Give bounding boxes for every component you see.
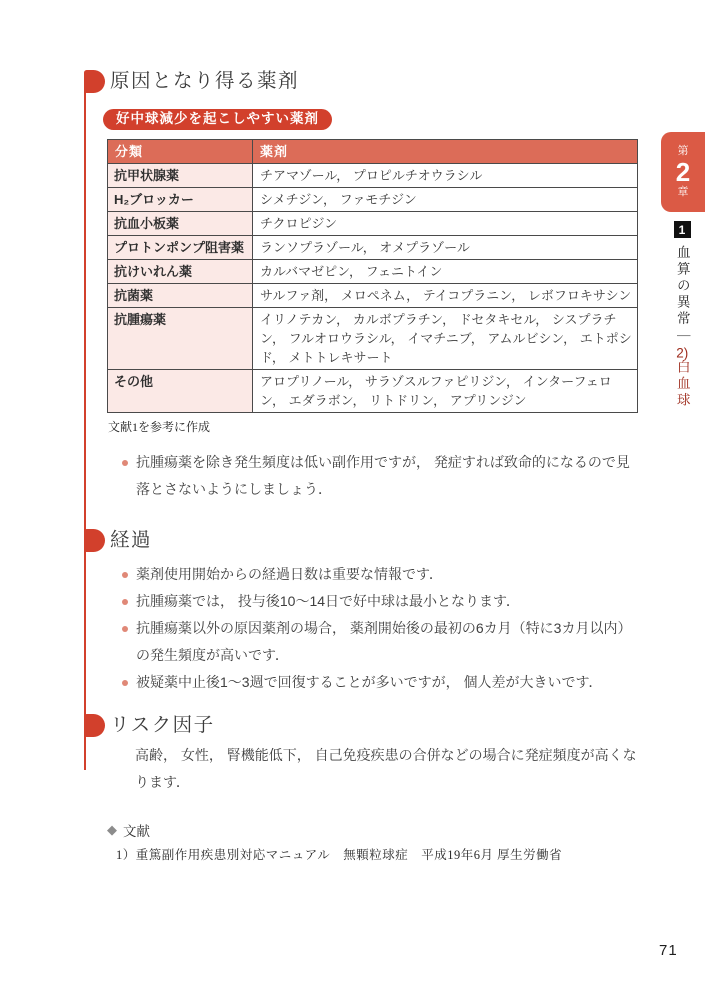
references-block xyxy=(107,820,644,863)
drugs-header: 薬剤 xyxy=(253,140,638,164)
diamond-icon: ◆ xyxy=(107,822,117,837)
references-heading xyxy=(107,820,644,840)
bullet-item: 抗腫瘍薬では， 投与後10～14日で好中球は最小となります． xyxy=(122,588,634,615)
table-row xyxy=(108,284,638,308)
drugs-cell: イリノテカン， カルボプラチン， ドセタキセル， シスプラチン， フルオロウラシル， イマチニブ， アムルビシン， エトポシド， メトトレキサート xyxy=(253,308,638,370)
course-bullet-list xyxy=(122,561,634,696)
category-cell: 抗甲状腺薬 xyxy=(108,164,253,188)
chapter-tab xyxy=(661,132,705,212)
main-content xyxy=(84,0,644,863)
category-cell: プロトンポンプ阻害薬 xyxy=(108,236,253,260)
section-heading-risk-factors xyxy=(84,710,644,740)
category-cell: その他 xyxy=(108,370,253,413)
bullet-item: 被疑薬中止後1～3週で回復することが多いですが， 個人差が大きいです． xyxy=(122,669,634,696)
section-marker-icon xyxy=(84,714,105,737)
drugs-cell: カルバマゼピン， フェニトイン xyxy=(253,260,638,284)
drugs-cell: ランソプラゾール， オメプラゾール xyxy=(253,236,638,260)
category-cell: 抗けいれん薬 xyxy=(108,260,253,284)
side-vertical-text xyxy=(675,245,689,409)
references-title: 文献 xyxy=(123,824,150,839)
bullet-item: 薬剤使用開始からの経過日数は重要な情報です． xyxy=(122,561,634,588)
section-marker-icon xyxy=(84,529,105,552)
table-row xyxy=(108,308,638,370)
table-row xyxy=(108,212,638,236)
table-row xyxy=(108,164,638,188)
drug-category-badge: 好中球減少を起こしやすい薬剤 xyxy=(103,109,332,130)
drugs-cell: チクロピジン xyxy=(253,212,638,236)
subsection-label: 2) xyxy=(676,346,689,360)
category-cell: 抗菌薬 xyxy=(108,284,253,308)
subsection-title: 白血球 xyxy=(674,359,690,409)
separator: ｜ xyxy=(674,328,690,345)
section-heading-course xyxy=(84,525,644,555)
table-header-row xyxy=(108,140,638,164)
table-row xyxy=(108,260,638,284)
side-section-nav xyxy=(670,221,694,409)
section-heading-causes xyxy=(84,66,644,96)
table-row xyxy=(108,188,638,212)
bullet-item: 抗腫瘍薬を除き発生頻度は低い副作用ですが， 発症すれば致命的になるので見落とさないようにしましょう． xyxy=(122,449,634,503)
section-title: 原因となり得る薬剤 xyxy=(110,70,300,92)
category-header: 分類 xyxy=(108,140,253,164)
drugs-cell: チアマゾール， プロピルチオウラシル xyxy=(253,164,638,188)
bullet-item: 抗腫瘍薬以外の原因薬剤の場合， 薬剤開始後の最初の6カ月（特に3カ月以内）の発生頻度が高いです． xyxy=(122,615,634,669)
chapter-number: 2 xyxy=(675,157,691,187)
part-title: 血算の異常 xyxy=(674,245,690,328)
table-row xyxy=(108,236,638,260)
table-row xyxy=(108,370,638,413)
causes-bullet-list xyxy=(122,449,634,503)
category-cell: 抗腫瘍薬 xyxy=(108,308,253,370)
drugs-cell: シメチジン， ファモチジン xyxy=(253,188,638,212)
chapter-prefix: 第 xyxy=(677,145,689,157)
chapter-suffix: 章 xyxy=(677,186,689,198)
part-number-badge: 1 xyxy=(674,221,691,238)
drugs-cell: サルファ剤， メロペネム， テイコプラニン， レボフロキサシン xyxy=(253,284,638,308)
section-title: 経過 xyxy=(110,529,153,551)
section-title: リスク因子 xyxy=(110,714,215,736)
table-source-caption: 文献1を参考に作成 xyxy=(108,420,211,434)
drugs-cell: アロプリノール， サラゾスルファピリジン， インターフェロン， エダラボン， リトドリン， アプリンジン xyxy=(253,370,638,413)
page-number: 71 xyxy=(659,942,678,959)
category-cell: 抗血小板薬 xyxy=(108,212,253,236)
drug-table xyxy=(107,139,638,413)
category-cell: H₂ブロッカー xyxy=(108,188,253,212)
reference-item: 1）重篤副作用疾患別対応マニュアル 無顆粒球症 平成19年6月 厚生労働省 xyxy=(116,848,563,862)
section-marker-icon xyxy=(84,70,105,93)
risk-factors-paragraph: 高齢， 女性， 腎機能低下， 自己免疫疾患の合併などの場合に発症頻度が高くなります． xyxy=(135,747,637,790)
